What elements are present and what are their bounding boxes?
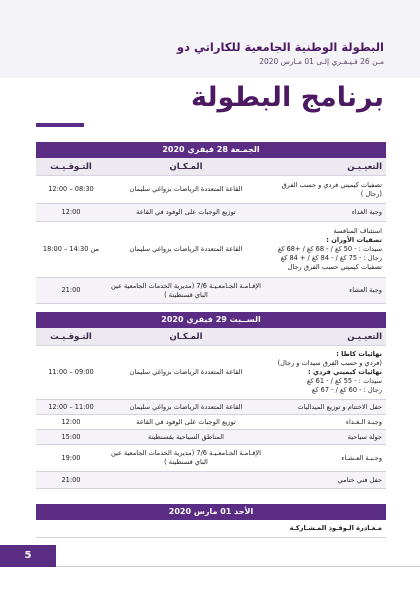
row-assignment: جولة سياحية [347, 432, 382, 441]
table-row [36, 415, 386, 430]
table-row [36, 278, 386, 304]
row-time: 21:00 [61, 475, 81, 484]
table-row [36, 222, 386, 278]
row-assignment: وجـبـة العـشـاء [341, 453, 382, 462]
col-place: المـكـان [169, 331, 203, 342]
row-assignment: حفل الاختتام و توزيع الميداليات [297, 402, 382, 411]
day-header: الأحد 01 مارس 2020 [36, 504, 386, 520]
day-table-friday [36, 142, 386, 304]
row-time: 12:00 [61, 417, 81, 426]
row-assignment: وجبـة الـغـداء [345, 417, 382, 426]
row-place: القاعة المتعددة الرياضات بزواغي سليمان [129, 402, 243, 411]
row-time: 19:00 [61, 453, 81, 462]
championship-dates: مـن 26 فـيـفـري إلـى 01 مـارس 2020 [259, 57, 384, 66]
col-assignment: التعيـيـن [347, 331, 382, 342]
row-place: توزيع الوجبات على الوفود في القاعة [136, 208, 236, 216]
table-row [36, 400, 386, 415]
row-time: 15:00 [61, 432, 81, 441]
table-row [36, 445, 386, 472]
row-time: 09:00 – 11:00 [48, 368, 94, 376]
row-place: القاعة المتعددة الرياضات بزواغي سليمان [129, 185, 243, 193]
assignment-line: نهائيات كيميتي فردي : [308, 368, 382, 376]
row-assignment: وجبة الغداء [351, 208, 382, 216]
assignment-line: تصفيات الأوزان : [326, 236, 382, 244]
row-assignment: حفل فني ختامي [337, 475, 382, 484]
row-place: القاعة المتعددة الرياضات بزواغي سليمان [129, 368, 243, 376]
col-assignment: التعيـيـن [347, 161, 382, 172]
column-headers [36, 158, 386, 176]
row-place: المناطق السياحية بقسنطينة [148, 432, 224, 441]
header-band [0, 0, 420, 78]
row-time: 12:00 [61, 208, 81, 216]
row-time: 08:30 – 12:00 [48, 185, 94, 193]
table-row [36, 176, 386, 204]
championship-title: البطولة الوطنية الجامعية للكاراتي دو [176, 40, 384, 54]
page-number: 5 [24, 550, 32, 561]
table-row [36, 472, 386, 489]
day-table-sunday [36, 504, 386, 538]
row-time: من 14:30 – 18:00 [42, 245, 100, 253]
row-place: الإقـامـة الجـامعـيـة 7/6 (مديرية الخدمات الجامعية عين الباي قسنطينة ) [110, 449, 262, 466]
day-header: الســبت 29 فيفري 2020 [36, 312, 386, 328]
assignment-line: رجال : - 60 كغ / - 67 كغ [311, 386, 382, 394]
table-row [36, 204, 386, 222]
col-time: التـوقـيـت [50, 331, 92, 342]
assignment-line: استئناف المنافسة [333, 227, 382, 235]
row-time: 11:00 – 12:00 [48, 402, 94, 411]
row-assignment [266, 227, 386, 272]
row-place: الإقـامـة الجـامعـيـة 7/6 (مديرية الخدمات الجامعية عين الباي قسنطينة ) [110, 281, 262, 299]
col-place: المـكـان [169, 161, 203, 172]
page-title: برنامج البطولة [191, 82, 384, 113]
row-place: توزيع الوجبات على الوفود في القاعة [136, 417, 236, 426]
day-table-saturday [36, 312, 386, 489]
column-headers [36, 328, 386, 346]
table-row [36, 346, 386, 400]
assignment-line: تصفيات كيميتي حسب الفرق رجال [287, 263, 382, 271]
row-assignment: مـغـادرة الـوفـود المـشـاركـة [289, 524, 382, 532]
table-row [36, 520, 386, 538]
assignment-line: (فردي و حسب الفرق سيدات و رجال) [277, 359, 382, 367]
footer-line [56, 566, 420, 567]
col-time: التـوقـيـت [50, 161, 92, 172]
row-assignment [266, 350, 386, 395]
title-underline [36, 123, 84, 127]
assignment-line: نهائيات كاطا : [336, 350, 382, 358]
row-assignment: وجبة العشاء [349, 286, 382, 294]
row-assignment: تصفيات كيميتي فردي و حسب الفرق (رجال ) [281, 180, 382, 198]
assignment-line: سيدات : - 55 كغ / - 61 كغ [306, 377, 382, 385]
row-place: القاعة المتعددة الرياضات بزواغي سليمان [129, 245, 243, 253]
table-row [36, 430, 386, 445]
day-header: الجمـعة 28 فيفري 2020 [36, 142, 386, 158]
assignment-line: رجال : - 75 كغ / - 84 كغ / + 84 كغ [280, 254, 382, 262]
assignment-line: سيدات : - 50 كغ / - 68 كغ / +68 كغ [277, 245, 382, 253]
row-time: 21:00 [61, 286, 81, 294]
